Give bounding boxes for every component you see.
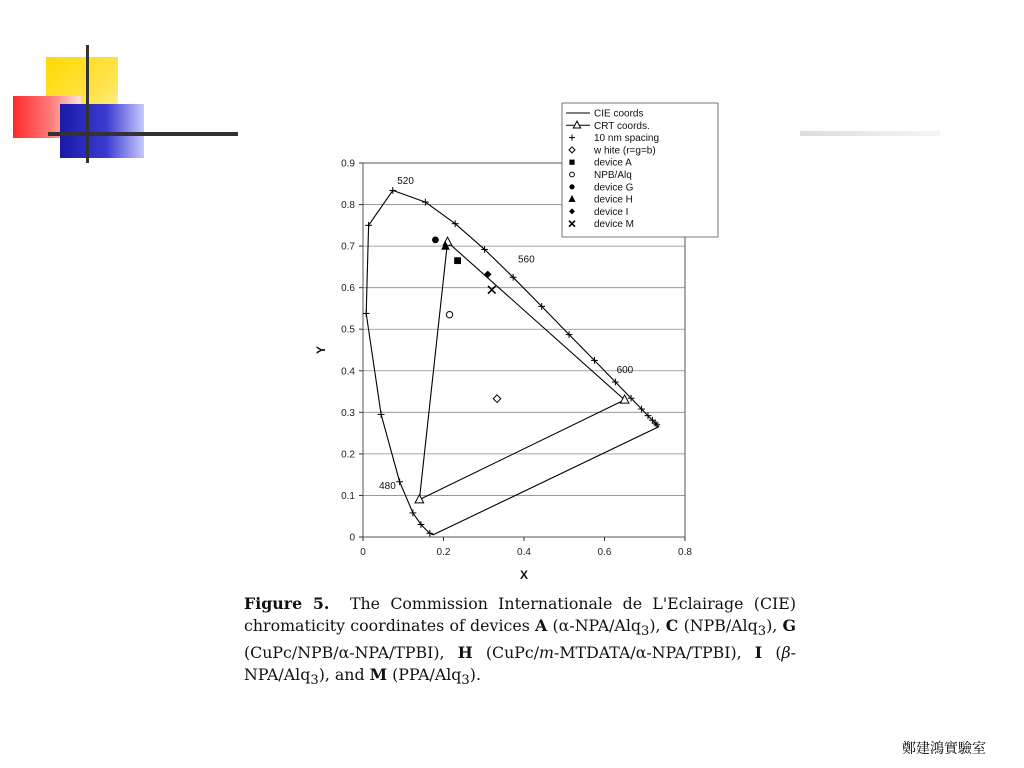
y-tick-label: 0.5 — [341, 324, 355, 336]
legend-label-device-m: device M — [594, 219, 635, 231]
legend-marker-device-g — [569, 184, 574, 189]
w-hite-r-g-b-point — [493, 395, 501, 403]
y-tick-label: 0.2 — [341, 449, 355, 461]
wavelength-label: 520 — [397, 175, 414, 187]
x-tick-label: 0 — [360, 547, 366, 558]
crt-coords-point — [620, 395, 629, 403]
legend-label-w-hite-r-g-b: w hite (r=g=b) — [594, 145, 656, 157]
y-tick-label: 0.4 — [341, 366, 355, 378]
x-axis-label: X — [519, 568, 529, 582]
y-tick-label: 0 — [349, 532, 355, 544]
legend-label-device-a: device A — [594, 157, 632, 169]
10-nm-spacing-point — [410, 509, 417, 516]
device-g-point — [432, 236, 439, 243]
y-tick-label: 0.9 — [341, 158, 355, 170]
wavelength-label: 600 — [616, 364, 634, 376]
legend-marker-npb-alq — [570, 172, 575, 177]
10-nm-spacing-point — [363, 310, 370, 317]
figure-label: Figure 5. — [244, 594, 330, 613]
cie-chromaticity-chart — [300, 100, 730, 590]
chart-series — [363, 187, 660, 537]
device-m-point — [488, 286, 496, 294]
wavelength-label: 480 — [379, 481, 396, 493]
crt-coords-point — [415, 495, 424, 503]
legend-label-npb-alq: NPB/Alq — [594, 170, 632, 181]
decorative-horizontal-line — [48, 132, 238, 136]
legend-label-crt-coords: CRT coords. — [594, 120, 650, 132]
y-tick-label: 0.7 — [341, 241, 355, 253]
10-nm-spacing-point — [365, 222, 372, 229]
figure-caption — [244, 593, 796, 691]
legend-marker-device-a — [569, 160, 574, 165]
chart-gridlines — [363, 205, 685, 496]
10-nm-spacing-point — [389, 187, 396, 194]
legend-label-device-h: device H — [594, 194, 633, 206]
y-axis-label: Y — [314, 345, 328, 355]
legend-label-cie-coords: CIE coords — [594, 108, 644, 120]
npb-alq-point — [446, 311, 452, 317]
decorative-faint-line — [800, 131, 940, 136]
x-tick-label: 0.8 — [678, 547, 692, 558]
chart-legend — [562, 103, 718, 237]
wavelength-label: 560 — [517, 254, 535, 266]
10-nm-spacing-point — [396, 478, 403, 485]
y-tick-label: 0.8 — [341, 200, 355, 212]
y-tick-label: 0.3 — [341, 407, 355, 419]
decorative-vertical-line — [86, 45, 89, 163]
lab-credit: 鄭建鴻實驗室 — [902, 741, 986, 757]
device-a-point — [454, 257, 461, 264]
device-i-point — [484, 271, 492, 279]
x-tick-label: 0.6 — [597, 547, 612, 558]
cie-coords-line — [366, 190, 659, 535]
y-tick-label: 0.6 — [341, 283, 355, 295]
legend-label-device-i: device I — [594, 206, 629, 218]
x-tick-label: 0.4 — [517, 547, 531, 558]
legend-label-10-nm-spacing: 10 nm spacing — [594, 133, 660, 145]
x-tick-label: 0.2 — [436, 547, 451, 558]
y-tick-label: 0.1 — [341, 490, 355, 502]
decorative-blue-bar — [60, 104, 144, 158]
legend-label-device-g: device G — [594, 182, 634, 194]
caption-text: The Commission Internationale de L'Eclairage (CIE) chromaticity coordinates of devices A (α-NPA/Alq$_3$), C (NPB/Alq$_3$), G (CuPc/NPB/α-NPA/TPBI), H (CuPc/m-MTDATA/α-NPA/TPBI), I (β-NPA/Alq$_3$), and M (PPA/Alq$_3$). — [244, 594, 797, 688]
